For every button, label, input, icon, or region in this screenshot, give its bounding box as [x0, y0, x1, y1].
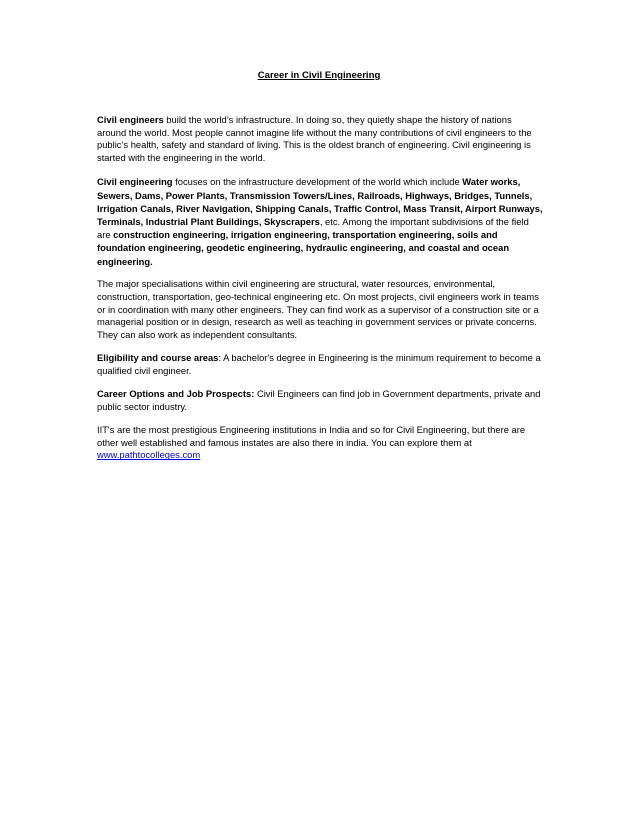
paragraph-text: build the world’s infrastructure. In doing so, they quietly shape the history of nations around the world. Most people cannot imagine life without the many contributions of civil engineers to the public’s health, safety and standard of living. This is the oldest branch of engineering. Civil engineering is started with the engineering in the world.	[97, 114, 532, 164]
paragraph-lead: Career Options and Job Prospects:	[97, 388, 255, 400]
paragraph-civil-engineering-focus	[97, 175, 543, 267]
paragraph-civil-engineers	[97, 114, 543, 165]
paragraph-text: , etc. Among the important subdivisions of the field are	[97, 215, 529, 241]
paragraph-lead: Civil engineering	[97, 176, 173, 188]
paragraph-lead: Eligibility and course areas	[97, 352, 219, 364]
document-body	[97, 114, 543, 473]
paragraph-text: Civil Engineers can find job in Government departments, private and public sector industry.	[97, 388, 541, 412]
paragraph-career-options	[97, 388, 543, 413]
paragraph-lead: Civil engineers	[97, 114, 164, 125]
paragraph-iits	[97, 424, 543, 462]
pathtocolleges-link[interactable]: www.pathtocolleges.com	[97, 449, 201, 461]
paragraph-text: focuses on the infrastructure development of the world which include	[172, 176, 463, 188]
infrastructure-list: Water works, Sewers, Dams, Power Plants, Transmission Towers/Lines, Railroads, Highways, Bridges, Tunnels, Irrigation Canals, River Navigation, Shipping Canals, Traffic Control, Mass Transit, Airport Runways, Terminals, Industrial Plant Buildings, Skyscrapers	[97, 176, 543, 227]
paragraph-specialisations: The major specialisations within civil engineering are structural, water resources, environmental, construction, transportation, geo-technical engineering etc. On most projects, civil engineers work in teams or in coordination with many other engineers. They can find work as a supervisor of a construction site or a managerial position or in design, research as well as teaching in government services or private concerns. They can also work as independent consultants.	[97, 278, 539, 341]
subdivisions-list: construction engineering, irrigation engineering, transportation engineering, soils and foundation engineering, geodetic engineering, hydraulic engineering, and coastal and ocean engineering.	[97, 229, 510, 267]
paragraph-text: IIT's are the most prestigious Engineering institutions in India and so for Civil Engineering, but there are other well established and famous instates are also there in india. You can explore them at	[97, 424, 526, 448]
paragraph-text: : A bachelor's degree in Engineering is the minimum requirement to become a qualified civil engineer.	[97, 352, 541, 376]
paragraph-eligibility	[97, 352, 543, 377]
document-title: Career in Civil Engineering	[257, 70, 381, 81]
